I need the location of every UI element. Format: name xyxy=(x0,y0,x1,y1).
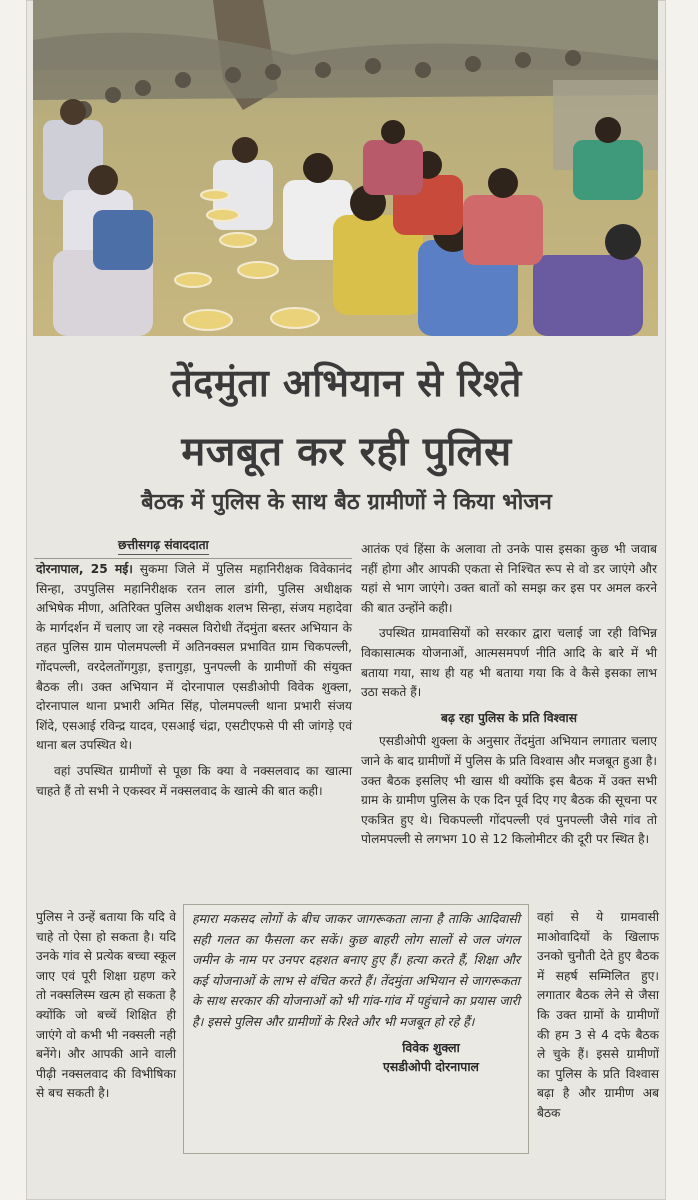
article-paragraph-2: वहां उपस्थित ग्रामीणों से पूछा कि क्या वे नक्सलवाद का खात्मा चाहते हैं तो सभी ने एकस्वर में नक्सलवाद के खात्मे की बात कही। xyxy=(36,763,352,798)
article-column-right xyxy=(361,540,657,856)
column-rule xyxy=(34,558,352,559)
article-paragraph-5: उपस्थित ग्रामवासियों को सरकार द्वारा चलाई जा रही विभिन्न विकासात्मक योजनाओं, आत्मसमपर्ण नीति आदि के बारे में भी बताया गया, साथ ही यह भी बताया गया कि वे कैसे इसका लाभ उठा सकते हैं। xyxy=(361,626,657,700)
article-column-right-narrow xyxy=(537,908,659,1130)
article-column-left xyxy=(36,560,352,807)
news-photo xyxy=(33,0,658,336)
article-paragraph-1 xyxy=(36,560,352,756)
paragraph-text: सुकमा जिले में पुलिस महानिरीक्षक विवेकानंद सिन्हा, उपपुलिस महानिरीक्षक रतन लाल डांगी, पुलिस अधीक्षक अभिषेक मीणा, अतिरिक्त पुलिस अधीक्षक शलभ सिन्हा, संजय महादेवा के मार्गदर्शन में चलाए जा रहे नक्सल विरोधी तेंदमुंता बस्तर अभियान के तहत पुलिस ग्राम पोलमपल्ली में अतिनक्सल प्रभावित ग्राम चिकपल्ली, गोंदपल्ली, वरदेलतोंगगुड़ा, इत्तागुड़ा, पुनपल्ली के ग्रामीणों की संयुक्त बैठक ली। उक्त अभियान में दोरनापाल एसडीओपी विवेक शुक्ला, दोरनापाल थाना प्रभारी अमित सिंह, पोलमपल्ली थाना प्रभारी संजय शिंदे, एसआई रविन्द्र यादव, एसआई चंद्रा, एसटीएफसे पी सी जांगड़े एवं थाना बल उपस्थित थे। xyxy=(36,562,352,753)
article-paragraph-6: एसडीओपी शुक्ला के अनुसार तेंदमुंता अभियान लगातार चलाए जाने के बाद ग्रामीणों में पुलिस के प्रति विश्वास और मजबूत हुआ है। उक्त बैठक इसलिए भी खास थी क्योंकि इस बैठक में उक्त सभी ग्राम के ग्रामीण पुलिस के एक दिन पूर्व दिए गए बैठक की सूचना पर एकत्रित हुए थे। चिकपल्ली गोंदपल्ली एवं पुनपल्ली जैसे गांव तो पोलमपल्ली से लगभग 10 से 12 किलोमीटर की दूरी पर स्थित है। xyxy=(361,734,657,847)
headline-line-1: तेंदमुंता अभियान से रिश्ते xyxy=(171,361,522,405)
article-paragraph-7: वहां से ये ग्रामवासी माओवादियों के खिलाफ उनको चुनौती देते हुए बैठक में सहर्ष सम्मिलित हुए। लगातार बैठक लेने से जैसा कि उक्त ग्रामों के ग्रामीणों की हम 3 से 4 दफे बैठक ले चुके हैं। इससे ग्रामीणों का पुलिस के प्रति विश्वास बढ़ा है और ग्रामीण अब बैठक xyxy=(537,910,659,1120)
article-paragraph-3: पुलिस ने उन्हें बताया कि यदि वे चाहे तो ऐसा हो सकता है। यदि उनके गांव से प्रत्येक बच्चा स्कूल जाए एवं पूरी शिक्षा ग्रहण करे तो नक्सलिस्म खत्म हो सकता है क्योंकि जो बच्चें शिक्षित ही जाएंगे वो कभी भी नक्सली नही बनेंगे। और आपकी आने वाली पीढ़ी नक्सलवाद की विभीषिका से बच सकती है। xyxy=(36,910,176,1101)
section-subtitle: बढ़ रहा पुलिस के प्रति विश्वास xyxy=(441,710,577,725)
subheadline: बैठक में पुलिस के साथ बैठ ग्रामीणों ने किया भोजन xyxy=(141,490,552,515)
headline-line-2: मजबूत कर रही पुलिस xyxy=(181,429,512,475)
quote-box xyxy=(183,904,529,1154)
article-paragraph-4: आतंक एवं हिंसा के अलावा तो उनके पास इसका कुछ भी जवाब नहीं होगा और आपकी एकता से निश्चित रूप से वो डर जाएंगे और यहां से भाग जाएंगे। उक्त बातों को समझ कर इस पर अमल करने की बात उन्होंने कही। xyxy=(361,542,657,615)
dateline: दोरनापाल, 25 मई। xyxy=(36,562,133,576)
quote-signature xyxy=(192,1038,520,1076)
quote-text: हमारा मकसद लोगों के बीच जाकर जागरूकता लाना है ताकि आदिवासी सही गलत का फैसला कर सकें। कुछ बाहरी लोग सालों से जल जंगल जमीन के नाम पर उनपर दहशत बनाए हुए हैं। हत्या करते हैं, शिक्षा और कई योजनाओं के लाभ से वंचित करते हैं। तेंदमुंता अभियान से जागरूकता के साथ सरकार की योजनाओं को भी गांव-गांव में पहुंचाने का प्रयास जारी है। इससे पुलिस और ग्रामीणों के रिश्ते और भी मजबूत हो रहे हैं। xyxy=(192,911,520,1029)
quote-author-name: विवेक शुक्ला xyxy=(402,1040,460,1055)
byline: छत्तीसगढ़ संवाददाता xyxy=(118,536,209,555)
quote-author-designation: एसडीओपी दोरनापाल xyxy=(383,1059,479,1074)
article-column-left-narrow xyxy=(36,908,176,1110)
